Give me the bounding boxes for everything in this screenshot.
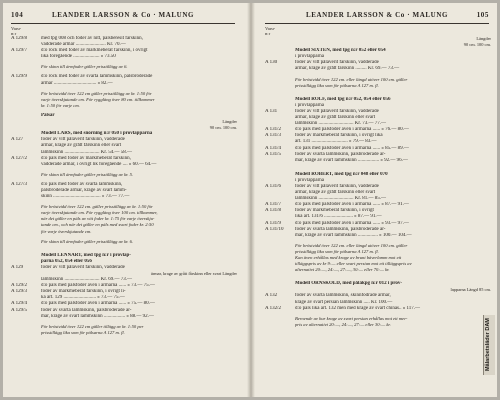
line-text: pris av alternativt 20:—, 24:—, 27:— eller 30:— kr. — [295, 321, 391, 327]
line-text: d:o rock med foder av svarta lammskinn, pälsbroderade — [41, 74, 153, 80]
line-text: med tpg 008 och foder av nitt, pälsberesit färskinn, — [41, 36, 143, 41]
line-text: d:o rock med foder av märkmeberat färskinn, i övrigt — [41, 48, 148, 54]
line-text: Modell LENNART, med tpg n:r i provlap- — [41, 252, 131, 258]
line-text: foder av märkmeberat färskinn, i övrigt — [295, 208, 374, 214]
line-text: foder av vitt påläverit färskinn, vadderade — [295, 183, 379, 189]
line-text: d:o päls med foder av märkmeberat färskinn, — [41, 155, 131, 161]
line-text: d:o päls med pälsfoder även i ärmarna ...... » 85.— 89.— — [295, 145, 409, 151]
line-text: För bröstvidd över 122 cm. eller längd utöver 100 cm. gäller — [295, 242, 408, 248]
line-text: ka art. 129 .......................... » 73.— 75.— — [41, 295, 125, 301]
line-text: Längder — [222, 119, 237, 125]
line-text: art. 131 ............................. » 79.— 83.— — [295, 139, 377, 145]
line-text: kr. 1:50 för varje cm. — [41, 102, 80, 108]
right-page — [257, 3, 497, 397]
catalog-line — [265, 306, 491, 312]
column-header-line: Varu- — [265, 26, 276, 31]
line-text: foder av vitt påläverit färskinn, vadderade — [295, 108, 379, 114]
catalog-line — [11, 81, 237, 87]
line-text: För bröstvidd över 122 cm. eller längd utöver 100 cm. gäller — [295, 76, 408, 82]
line-text: d:o päls med pälsfoder även i ärmarna ...... » 75.— 80.— — [41, 301, 155, 307]
line-text: krage av svart persian lammskinn ..... Kr. 100.— — [295, 299, 393, 305]
article-number: A 129/7 — [11, 48, 27, 54]
section-side-tab — [483, 315, 495, 375]
line-text: prisstillägg lika som för pälsarna A 127 m. fl. — [41, 329, 125, 335]
line-text: lammskinn ............................ Kr. 73.— 77.— — [295, 121, 386, 127]
line-text: varje överskjutande cm. För ryggläng över 100 cm. tillkommer, — [41, 210, 158, 216]
article-number: A 131/10 — [265, 226, 284, 232]
line-text: tilläggspris av kr 9:— eller svart persian mot ett tilläggspris av — [295, 261, 412, 267]
line-text: För bröstvidd över 122 cm gäller tillägg av kr. 1:50 per — [41, 323, 144, 329]
line-text: foder av vitt påläverit färskinn, vadderade — [295, 60, 379, 66]
article-number: A 129/5 — [11, 307, 27, 313]
line-text: alternativt 20:—, 24:—, 27:—, 30:— eller 70:— kr. — [295, 267, 390, 273]
article-number: A 127/3 — [11, 181, 27, 187]
line-text: Längder — [476, 36, 491, 41]
line-text: foder av svarta lammskinn, pälsbroderade är- — [41, 307, 132, 313]
header-rule — [11, 23, 235, 24]
catalog-line — [11, 330, 237, 336]
line-text: foder av märkmeberat färskinn, i övrigt li- — [41, 289, 126, 295]
line-text: foder av svarta lammskinn, pälsbroderade är- — [295, 151, 386, 157]
header-title: LEANDER LARSSON & Co · MALUNG — [51, 11, 195, 19]
side-tab-label: Målarbetsläder DAM — [485, 318, 491, 371]
article-number: A 127 — [11, 137, 24, 143]
article-number: A 127/2 — [11, 155, 27, 161]
line-text: foder av svarta lammskinn, pälsbroderade är- — [295, 226, 386, 232]
line-text: lika föregående ..................... » 73.50 — [41, 54, 116, 60]
article-number: A 129/3 — [11, 289, 27, 295]
catalog-line — [11, 314, 237, 320]
catalog-line — [265, 83, 491, 89]
line-text: i provlapparna — [295, 177, 325, 183]
line-text: i provlapparna — [295, 54, 325, 60]
line-text: Modell ÖRNSKÖLD, med påläkpg n:r 012 i prov- — [295, 281, 403, 287]
line-text: lika art. 131/6 ....................... » 87.— 91.— — [295, 214, 382, 220]
article-number: A 129/8 — [11, 36, 27, 41]
line-text: i provlapparna — [295, 102, 325, 108]
line-text: För bröstvidd över 122 cm gäller prisstillägg av kr. 1:50 för — [41, 90, 152, 96]
line-text: För skinn till ärmfoder gäller prisstillägg av kr. 5. — [41, 171, 134, 177]
article-number: A 132/2 — [265, 305, 281, 311]
line-text: d:o päls med pälsfoder även i ärmarna ...... » 73.— 75.— — [41, 283, 155, 289]
line-text: foder av vitt påläverit färskinn, vadderade — [41, 264, 125, 270]
line-text: prisstillägg lika som för pälsarna A 127 m. fl. — [295, 248, 379, 254]
header-title: LEANDER LARSSON & Co · MALUNG — [305, 11, 449, 19]
line-text: ärmar, krage av grått färskinn eller svart — [295, 115, 376, 121]
catalog-line — [265, 233, 491, 239]
catalog-line — [11, 103, 237, 109]
line-text: vadderade ärmar ........................ Kr. 70.— — [41, 42, 126, 48]
article-number: A 131/9 — [265, 220, 281, 226]
line-text: d:o päls med pälsfoder även i ärmarna ...... » 76.— 80.— — [295, 127, 409, 133]
line-text: för varje överskjutande cm. — [41, 228, 92, 234]
line-text: skinn ...................................... » 73.— 77.— — [41, 194, 130, 200]
line-text: foder av märkmeberat färskinn, i övrigt lika — [295, 133, 383, 139]
page-header — [265, 11, 489, 21]
article-number: A 131/3 — [265, 133, 281, 139]
catalog-line — [11, 239, 237, 245]
line-text: För skinn till ärmfoder gäller prisstillägg av 6. — [41, 64, 128, 70]
spacer — [265, 164, 491, 172]
catalog-line — [11, 54, 237, 60]
line-text: d:o päls med pälsfoder även i ärmarna ...... » 93.— 97.— — [295, 220, 409, 226]
article-number: A 129/9 — [11, 74, 27, 80]
line-text: lapparna Längd 85 cm. — [450, 287, 491, 293]
catalog-line — [265, 158, 491, 164]
column-header-line: Varu- — [11, 26, 22, 31]
line-text: Modell SIXTEN, med tpg n:r 052 eller 054 — [295, 48, 386, 54]
column-header — [11, 26, 21, 36]
line-text: varje överskjutande cm. För ryggläng över 80 cm. tillkommer — [41, 96, 155, 102]
line-text: ärmar, krage av grått fårskinn eller svart — [41, 143, 122, 149]
line-text: ärmar, krage av grått färskinn ......... Kr. 69.— 73.— — [295, 66, 400, 72]
article-number: A 130 — [265, 60, 278, 66]
article-number: A 132 — [265, 293, 278, 299]
line-text: vadderade ärmar, i övrigt lik föregående .... » 60.— 64.— — [41, 161, 157, 167]
line-text: Pälsar — [41, 112, 55, 118]
line-text: mar, krage av svart lammskinn ................. » 88.— 92.— — [41, 313, 154, 319]
line-text: ärmar .................................. » 82.— — [41, 80, 113, 86]
page-number: 104 — [11, 11, 24, 19]
line-text: d:o päls med pälsfoder även i ärmarna ...... » 87.— 91.— — [295, 202, 409, 208]
column-header — [265, 26, 275, 36]
article-number: A 131/8 — [265, 208, 281, 214]
line-text: 90 cm. 100 cm. — [463, 42, 491, 48]
article-number: A 131/7 — [265, 202, 281, 208]
article-number: A 129/4 — [11, 301, 27, 307]
line-text: d:o päls lika art. 132 men med krage av svart chinas.. » 117.— — [295, 305, 421, 311]
article-number: A 131/2 — [265, 127, 281, 133]
line-text: tande cm., och när det gäller en päls med svart foder kr. 2:50 — [41, 222, 154, 228]
spacer — [265, 89, 491, 97]
catalog-line — [265, 322, 491, 328]
column-header-line: n:r — [265, 31, 271, 36]
article-number: A 131/5 — [265, 151, 281, 157]
catalog-line — [11, 194, 237, 200]
line-text: lammskinn ............................ Kr. 81.— 85.— — [295, 196, 386, 202]
article-number: A 129/2 — [11, 283, 27, 289]
line-text: ärmar, krage av grått färskinn eller svart — [295, 190, 376, 196]
line-text: Modell ROBERT, med tpg n:r 048 eller 070 — [295, 171, 388, 177]
catalog-spread — [3, 3, 497, 397]
line-text: d:o päls med foder av svarta lammskinn, — [41, 181, 123, 187]
line-text: Modell LARS, med snörning n:r 050 i provlapparna — [41, 131, 153, 137]
line-text: Kan även erhållas med krage av brunt bäverlamm mot ett — [295, 255, 402, 260]
spacer — [265, 273, 491, 281]
line-text: prisstillägg lika som för pälsarna A 127 m. fl. — [295, 82, 379, 88]
article-number: A 131/6 — [265, 183, 281, 189]
line-text: foder av vitt påläverit färskinn, vadderade — [41, 137, 125, 143]
line-text: foder av svarta lammskinn, skinnfodrade ärmar, — [295, 293, 391, 299]
line-text: mar, krage av svart lammskinn ................. » 92.— 96.— — [295, 157, 408, 163]
catalog-line — [11, 64, 237, 70]
article-number: A 131/4 — [265, 145, 281, 151]
page-header — [11, 11, 235, 21]
line-text: pälsbroderade ärmar, krage av svart lamm- — [41, 187, 127, 193]
line-text: Beroende av hur krage av svart persian erhållas mot ett mer- — [295, 315, 408, 321]
line-text: För skinn till ärmfoder gäller prisstillägg av kr. 6. — [41, 238, 134, 244]
line-text: lammskinn ............................ Kr. 69.— 73.— — [41, 277, 132, 283]
line-text: 90 cm. 100 cm. — [209, 125, 237, 131]
column-header-line: n:r — [11, 31, 17, 36]
article-number: A 131 — [265, 108, 278, 114]
left-page — [3, 3, 243, 397]
line-text: För bröstvidd över 122 cm. gäller prisstillägg av kr. 1:50 för — [41, 204, 153, 210]
right-content — [265, 36, 491, 328]
catalog-line — [11, 162, 237, 168]
book-gutter — [247, 3, 255, 397]
article-number: A 129 — [11, 264, 24, 270]
header-rule — [265, 23, 489, 24]
catalog-line — [265, 66, 491, 72]
line-text: parna 052, 054 eller 056 — [41, 258, 92, 264]
page-number: 105 — [476, 11, 489, 19]
line-text: Modell ROLF, med tpg n:r 052, 054 eller 056 — [295, 96, 391, 102]
line-text: när det gäller en päls av vitt foder kr. 1:75 för varje överskju- — [41, 216, 155, 222]
catalog-line — [11, 229, 237, 235]
catalog-line — [265, 267, 491, 273]
line-text: mar, krage av svart lammskinn ................ » 100.— 104.— — [295, 232, 412, 238]
line-text: ärmar, krage av grått fårskinn eller svart Längder — [150, 271, 237, 276]
spacer — [11, 245, 237, 253]
catalog-line — [11, 172, 237, 178]
line-text: lammskinn ............................ Kr. 54.— 58.— — [41, 149, 132, 155]
left-content — [11, 36, 237, 336]
